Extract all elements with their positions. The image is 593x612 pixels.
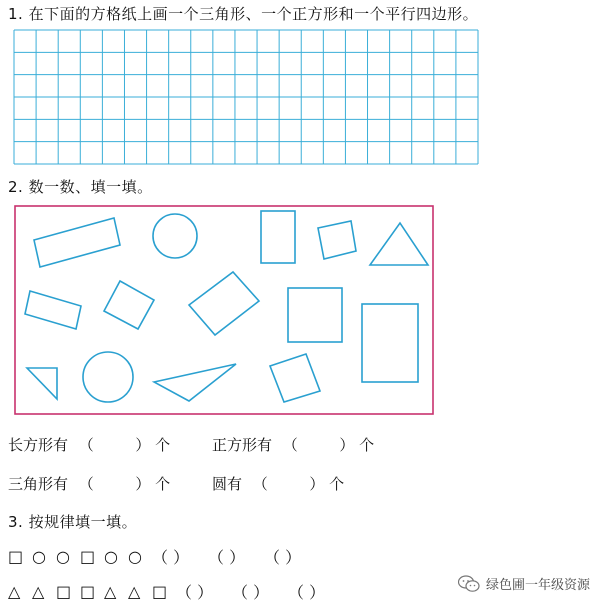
unit: 个	[359, 436, 375, 454]
watermark	[458, 574, 590, 593]
pattern-symbol: □	[80, 582, 96, 601]
question-1-title: 1. 在下面的方格纸上画一个三角形、一个正方形和一个平行四边形。	[8, 5, 479, 23]
shape-circle	[83, 352, 133, 402]
unit: 个	[329, 475, 345, 493]
shape-rectangle	[362, 304, 418, 382]
shape-square	[104, 281, 154, 329]
answer-blank[interactable]: （ ）	[288, 583, 326, 602]
shape-triangle	[154, 364, 236, 401]
pattern-symbol: ○	[104, 547, 118, 566]
pattern-symbol: △	[8, 582, 21, 601]
question-2-title: 2. 数一数、填一填。	[8, 178, 153, 196]
shape-rectangle	[261, 211, 295, 263]
pattern-symbol: △	[104, 582, 117, 601]
shapes-panel	[14, 205, 434, 415]
pattern-symbol: □	[8, 547, 24, 566]
watermark-text: 绿色圃一年级资源	[486, 578, 591, 593]
answer-blank[interactable]: （ ）	[232, 583, 270, 602]
shape-triangle	[370, 223, 428, 265]
answer-blank[interactable]: （ ）	[208, 548, 246, 567]
pattern-row-2	[8, 580, 344, 603]
close-paren: ）	[339, 436, 355, 454]
square-grid-paper[interactable]	[13, 29, 479, 165]
unit: 个	[155, 436, 171, 454]
pattern-symbol: △	[128, 582, 141, 601]
shape-triangle	[27, 368, 57, 399]
open-paren: （	[252, 475, 268, 493]
unit: 个	[155, 475, 171, 493]
pattern-symbol: ○	[56, 547, 70, 566]
circle-count-label: 圆有	[212, 475, 243, 493]
answer-blank[interactable]: （ ）	[264, 548, 302, 567]
open-paren: （	[78, 475, 94, 493]
triangle-count-line	[8, 473, 170, 494]
close-paren: ）	[135, 475, 151, 493]
shape-square	[270, 354, 320, 402]
square-count-line	[212, 434, 374, 455]
close-paren: ）	[135, 436, 151, 454]
pattern-symbol: ○	[32, 547, 46, 566]
pattern-row-1	[8, 545, 320, 568]
shape-rectangle	[189, 272, 259, 335]
pattern-symbol: □	[152, 582, 168, 601]
pattern-symbol: □	[80, 547, 96, 566]
shape-square	[318, 221, 356, 259]
open-paren: （	[78, 436, 94, 454]
shape-square	[288, 288, 342, 342]
rectangle-count-label: 长方形有	[8, 436, 69, 454]
triangle-count-label: 三角形有	[8, 475, 69, 493]
question-3-title: 3. 按规律填一填。	[8, 513, 138, 531]
square-count-label: 正方形有	[212, 436, 273, 454]
close-paren: ）	[309, 475, 325, 493]
wechat-icon	[458, 575, 480, 593]
shape-circle	[153, 214, 197, 258]
answer-blank[interactable]: （ ）	[152, 548, 190, 567]
answer-blank[interactable]: （ ）	[176, 583, 214, 602]
open-paren: （	[282, 436, 298, 454]
pattern-symbol: △	[32, 582, 45, 601]
shape-rectangle	[25, 291, 81, 329]
rectangle-count-line	[8, 434, 170, 455]
circle-count-line	[212, 473, 344, 494]
shape-rectangle	[34, 218, 120, 267]
pattern-symbol: □	[56, 582, 72, 601]
pattern-symbol: ○	[128, 547, 142, 566]
